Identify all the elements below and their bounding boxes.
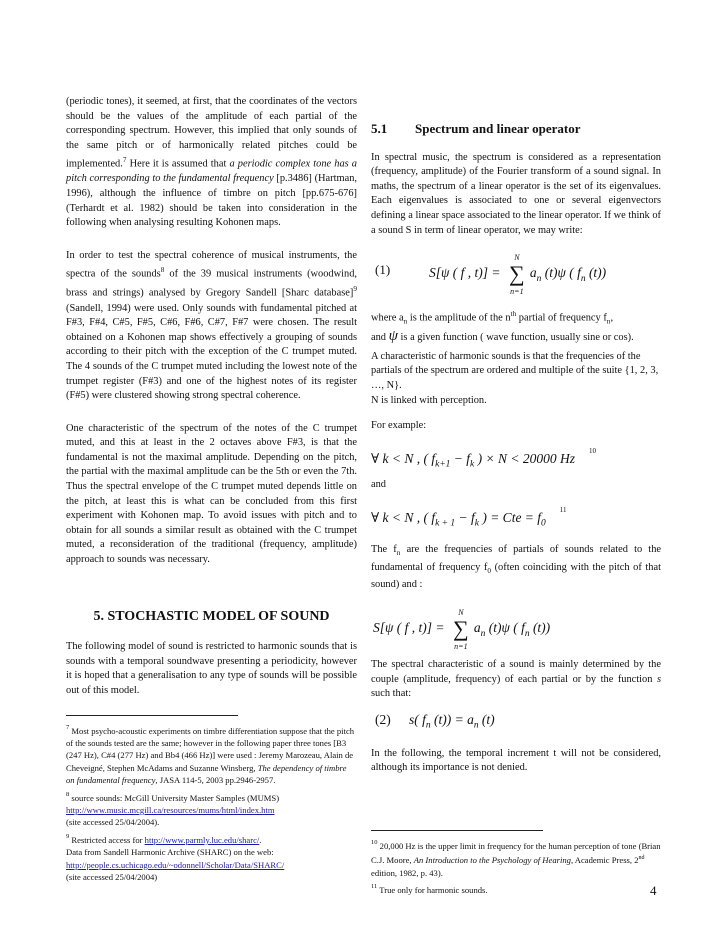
paragraph: In order to test the spectral coherence of musical instruments, the spectra of the sounds$^8$ of the 39 musical instruments (woodwind, brass and strings) analysed by Gregory Sandell [Sharc database]$^9$ (Sandell, 1994) were used. Only sounds with fundamental pitched at F#3, F#4, C#5, F#5, C#6, F#6, C#7, F#7 were chosen. The result obtained on a Kohonen map shows effectively a grouping of sounds according to their pitch with the exception of the C trumpet muted. The 4 sounds of the C trumpet muted including the lowest note of the trumpet register (F#3) and one of the highest notes of its register (F#5) were clustered showing strong spectral coherence. (66, 249, 358, 402)
paragraph: The $f_n$ are the frequencies of partials of sounds related to the fundamental of frequency $f_0$ (often coinciding with the pitch of that sound) and : (371, 544, 662, 591)
equation-2: (2) s( $f_n$ $(t)) = a_n$ (t) (375, 711, 495, 731)
paragraph: One characteristic of the spectrum of the notes of the C trumpet muted, and this at least in the 2 octaves above F#3, is that the fundamental is not the maximal amplitude. Depending on the pitch, the partial with the maximal amplitude can be the 5th or even the 7th. Thus the spectral envelope of the C trumpet muted depends little on the pitch, at least this is what can be concluded from this first experiment with Kohonen map. To avoid issues with pitch and to obtain for all sounds a similar result as obtained with the C trumpet muted, a reconsideration of the traditional (frequency, amplitude) approach to sounds was necessary. (66, 422, 357, 566)
sharc-link[interactable]: http://www.parmly.luc.edu/sharc/ (144, 834, 260, 845)
footnote-divider (371, 830, 543, 831)
footnote-ref: 8 (160, 266, 165, 275)
paragraph: and (371, 479, 387, 491)
equation-frequency-limit: ∀ k < N , ( $f_{k+1} - f_k$ ) × N < 20000 Hz $^{10}$ (371, 446, 596, 470)
footnote-ref: 7 (122, 156, 127, 165)
equation-1: (1) S[ψ ( f , t)] = N ∑ n=1 $a_n$ (t)ψ ( $f_n$ (t)) (375, 253, 607, 297)
footnote-divider (66, 715, 238, 716)
page-number: 4 (650, 883, 657, 898)
mums-link[interactable]: http://www.music.mcgill.ca/resources/mums/html/index.htm (66, 805, 275, 816)
footnote-11: $^{11}$ True only for harmonic sounds. (371, 883, 488, 895)
footnote-7: $^7$ Most psycho-acoustic experiments on timbre differentiation suppose that the pitch of the sounds tested are the same; however in the following paper three tones [B3 (247 Hz), C#4 (277 Hz) and Bb4 (466 Hz)] were used : Jeremy Marozeau, Alain de Cheveigné, Stephen McAdams and Suzanne Winsberg, The dependency of timbre on fundamental frequency, JASA 114-5, 2003 pp.2946-2957. (66, 723, 355, 786)
sum-symbol: N ∑ n=1 (509, 253, 525, 297)
footnote-9: $^9$ Restricted access for http://www.parmly.luc.edu/sharc/. Data from Sandell Harmonic Archive (SHARC) on the web: http://people.cs.uchicago.edu/~odonnell/Scholar/Data/SHARC/ (site accessed 25/04/2004) (66, 832, 285, 883)
paragraph: In spectral music, the spectrum is considered as a representation (frequency, amplitude) of the Fourier transform of a sound signal. In maths, the spectrum of a linear operator is the set of its eigenvalues. Each eigenvalues is associated to one or several eigenvectors defining a linear space associated to the linear operator. If we think of a sound S in term of linear operator, we may write: (371, 151, 661, 236)
left-column (66, 95, 357, 885)
paragraph: A characteristic of harmonic sounds is that the frequencies of the partials of the spectrum are ordered and multiple of the suite {1, 2, 3, …, N}. N is linked with perception. (371, 350, 659, 406)
footnote-ref: 9 (353, 285, 357, 294)
paragraph: (periodic tones), it seemed, at first, that the coordinates of the vectors should be the values of the amplitude of each partial of the corresponding spectrum. However, this implied that only sounds of the same pitch or of harmonically related pitches could be implemented.$^7$ Here it is assumed that a periodic complex tone has a pitch corresponding to the fundamental frequency [p.3486] (Hartman, 1996), although the influence of timbre on pitch [pp.675-676] (Terhardt et al. 1982) should be taken into consideration in the following when analysing resulting Kohonen maps. (66, 96, 358, 229)
paragraph: where $a_n$ is the amplitude of the $n^{th}$ partial of frequency $f_n$, and ψ is a given function ( wave function, usually sine or cos). (371, 310, 634, 345)
paragraph: In the following, the temporal increment t will not be considered, although its importance is not denied. (371, 747, 661, 774)
section-title: 5.1 Spectrum and linear operator (371, 121, 581, 136)
footnotes-left (66, 722, 357, 884)
footnotes-right (371, 837, 661, 896)
chapter-title: 5. STOCHASTIC MODEL OF SOUND (93, 608, 330, 624)
equation-harmonic-spacing: ∀ k < N , ( $f_{k + 1} - f_k$ ) = Cte = $f_0^{11}$ (371, 505, 567, 529)
footnote-10: $^{10}$ 20,000 Hz is the upper limit in frequency for the human perception of tone (Brian C.J. Moore, An Introduction to the Psychology of Hearing, Academic Press, 2nd edition, 1982, p. 43). (371, 838, 661, 878)
footnote-8: $^8$ source sounds: McGill University Master Samples (MUMS) http://www.music.mcgill.ca/resources/mums/html/index.htm (site accessed 25/04/2004). (66, 790, 280, 828)
paragraph: The following model of sound is restricted to harmonic sounds that is sounds with a temporal soundwave presenting a periodicity, however it is hoped that a generalisation to any type of sounds will be possible out of this model. (66, 641, 357, 696)
sharc-data-link[interactable]: http://people.cs.uchicago.edu/~odonnell/Scholar/Data/SHARC/ (66, 859, 285, 870)
paragraph: The spectral characteristic of a sound is mainly determined by the couple (amplitude, frequency) of each partial or by the function s such that: (371, 658, 661, 700)
sum-symbol: N ∑ n=1 (453, 607, 469, 651)
paragraph: For example: (371, 420, 427, 432)
right-column (371, 122, 661, 898)
equation-spectrum: S[ψ ( f , t)] = N ∑ n=1 $a_n$ (t)ψ ( $f_n$ (t)) (373, 607, 551, 651)
